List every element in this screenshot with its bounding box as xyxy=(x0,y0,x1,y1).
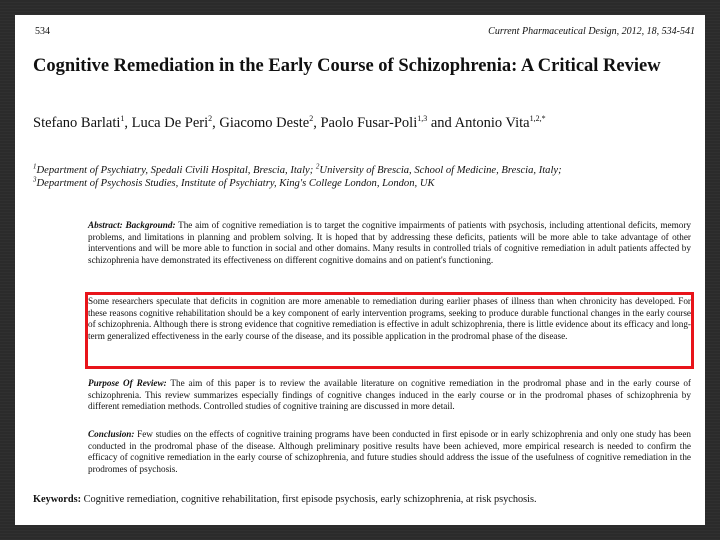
keywords-text: Cognitive remediation, cognitive rehabilitation, first episode psychosis, early schizophrenia, at risk psychosis. xyxy=(81,494,537,505)
conclusion-heading: Conclusion: xyxy=(88,429,135,439)
affiliation-marker: 3 xyxy=(33,175,37,184)
keywords-heading: Keywords: xyxy=(33,494,82,505)
purpose-text: The aim of this paper is to review the available literature on cognitive remediation in the prodromal phase and in the early course of schizophrenia. This review summarizes especially findings of cognitive changes induced in the early course or in the prodromal phases of schizophrenia by different remediation methods. Controlled studies of cognitive training are discussed in more detail. xyxy=(88,378,691,412)
purpose-of-review xyxy=(88,378,691,413)
abstract-background xyxy=(88,220,691,266)
affiliation: Department of Psychiatry, Spedali Civili Hospital, Brescia, Italy; xyxy=(36,165,316,176)
author-affiliation-marker: 2 xyxy=(309,114,314,124)
keywords xyxy=(33,493,703,506)
paper-page xyxy=(15,15,705,525)
affiliation: Department of Psychosis Studies, Institute of Psychiatry, King's College London, London, UK xyxy=(36,178,435,189)
author: Luca De Peri xyxy=(131,115,209,131)
paper-title: Cognitive Remediation in the Early Course of Schizophrenia: A Critical Review xyxy=(33,56,661,76)
conclusion-text: Few studies on the effects of cognitive training programs have been conducted in first episode or in early schizophrenia and only one study has been conducted in the prodromal phase of the disease. Although preliminary positive results have been achieved, more empirical research is needed to confirm the efficacy of cognitive remediation in the early course of schizophrenia, and future studies should address the issue of the usefulness of cognitive remediation in the prodromes of psychosis. xyxy=(88,429,691,474)
running-header xyxy=(35,26,695,40)
author-separator: , xyxy=(124,115,132,131)
abstract-text: The aim of cognitive remediation is to target the cognitive impairments of patients with psychosis, including attentional deficits, memory problems, and limitations in planning and problem solving. It is hoped that by addressing these deficits, patients will be more able to take advantage of other interventions and will be more able to function in social and other domains. Many results in controlled trials of cognitive remediation in adult patients affected by schizophrenia have demonstrated its effectiveness on different cognitive domains and on patient's functioning. xyxy=(88,220,691,265)
affiliation-marker: 1 xyxy=(33,162,37,171)
author: Paolo Fusar-Poli xyxy=(320,115,418,131)
affiliation-marker: 2 xyxy=(315,162,320,171)
author-affiliation-marker: 2 xyxy=(208,114,213,124)
affiliation: University of Brescia, School of Medicine, Brescia, Italy; xyxy=(319,165,562,176)
author-separator: and xyxy=(427,115,455,131)
author-affiliation-marker: 1 xyxy=(120,114,125,124)
author-list xyxy=(33,114,703,132)
author: Giacomo Deste xyxy=(219,115,310,131)
highlighted-paragraph: Some researchers speculate that deficits in cognition are more amenable to remediation during earlier phases of illness than when chronicity has developed. For these reasons cognitive rehabilitation should be a key component of early intervention programs, seeking to produce durable functional changes in the early course of schizophrenia. Although there is strong evidence that cognitive remediation is effective in adult schizophrenia, there is little evidence about its efficacy and long-term generalized effectiveness in the early course of the disease, and its possible application in the prodromal phase of the disease. xyxy=(88,296,691,341)
journal-citation: Current Pharmaceutical Design, 2012, 18, 534-541 xyxy=(488,26,695,37)
conclusion xyxy=(88,429,691,475)
author-affiliation-marker: 1,3 xyxy=(417,114,428,124)
purpose-heading: Purpose Of Review: xyxy=(88,378,167,388)
author-separator: , xyxy=(313,115,321,131)
affiliations xyxy=(33,164,703,190)
author: Stefano Barlati xyxy=(33,115,121,131)
author-separator: , xyxy=(212,115,220,131)
author-affiliation-marker: 1,2,* xyxy=(529,114,546,124)
page-number: 534 xyxy=(35,26,50,37)
author: Antonio Vita xyxy=(454,115,530,131)
abstract-heading: Abstract: Background: xyxy=(88,220,176,230)
